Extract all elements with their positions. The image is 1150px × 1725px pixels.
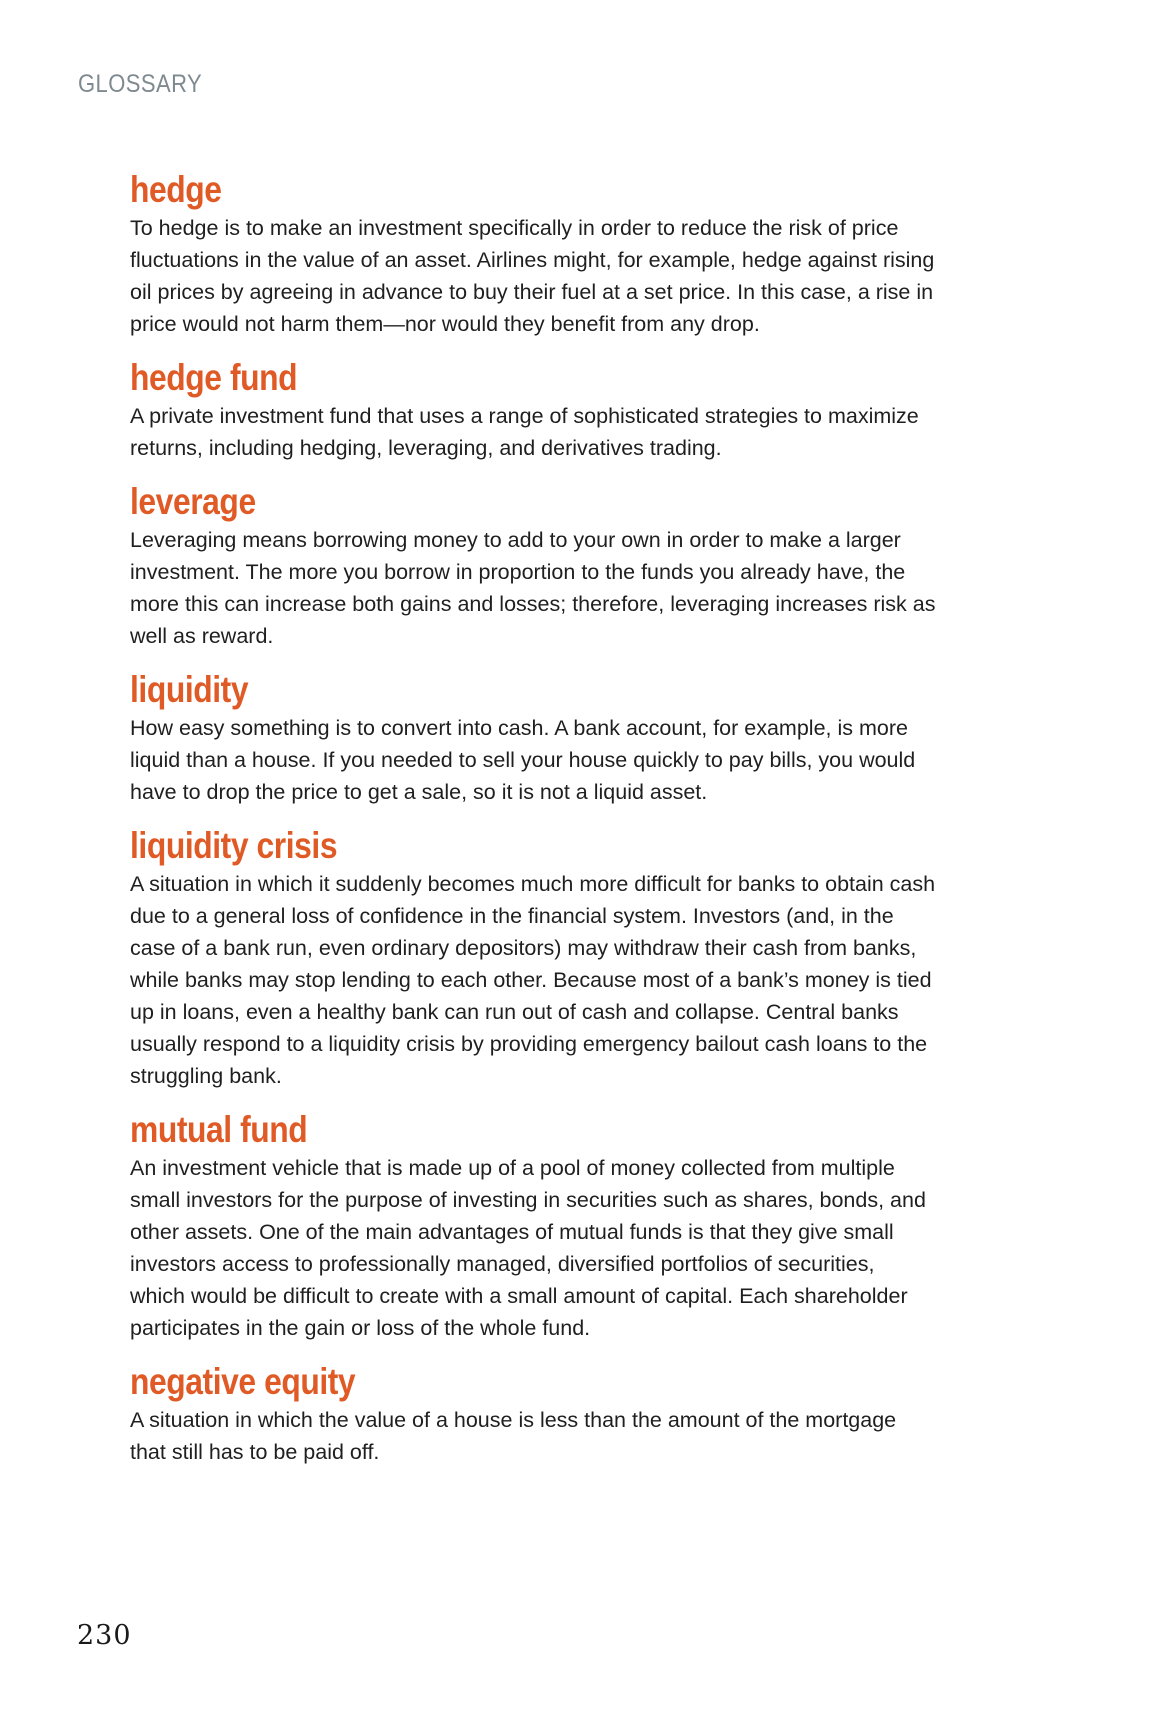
glossary-entry-hedge bbox=[130, 168, 980, 340]
page-number: 230 bbox=[77, 1620, 132, 1651]
glossary-definition: How easy something is to convert into cash. A bank account, for example, is more liquid than a house. If you needed to sell your house quickly to pay bills, you would have to drop the price to get a sale, so it is not a liquid asset. bbox=[130, 716, 916, 804]
glossary-definition: A situation in which the value of a house is less than the amount of the mortgage that still has to be paid off. bbox=[130, 1408, 897, 1464]
glossary-term: hedge bbox=[130, 169, 222, 210]
glossary-entry-mutual-fund bbox=[130, 1108, 980, 1344]
glossary-definition: A situation in which it suddenly becomes much more difficult for banks to obtain cash due to a general loss of confidence in the financial system. Investors (and, in the case of a bank run, even ordinary depositors) may withdraw their cash from banks, while banks may stop lending to each other. Because most of a bank’s money is tied up in loans, even a healthy bank can run out of cash and collapse. Central banks usually respond to a liquidity crisis by providing emergency bailout cash loans to the struggling bank. bbox=[130, 872, 936, 1088]
glossary-entry-hedge-fund bbox=[130, 356, 980, 464]
glossary-term: leverage bbox=[130, 481, 256, 522]
glossary-list bbox=[130, 168, 980, 1484]
glossary-entry-liquidity bbox=[130, 668, 980, 808]
glossary-entry-liquidity-crisis bbox=[130, 824, 980, 1092]
glossary-term: liquidity crisis bbox=[130, 825, 338, 866]
glossary-entry-negative-equity bbox=[130, 1360, 980, 1468]
glossary-term: hedge fund bbox=[130, 357, 298, 398]
glossary-term: liquidity bbox=[130, 669, 249, 710]
glossary-definition: A private investment fund that uses a range of sophisticated strategies to maximize returns, including hedging, leveraging, and derivatives trading. bbox=[130, 404, 919, 460]
glossary-term: mutual fund bbox=[130, 1109, 308, 1150]
glossary-term: negative equity bbox=[130, 1361, 356, 1402]
glossary-definition: To hedge is to make an investment specifically in order to reduce the risk of price fluctuations in the value of an asset. Airlines might, for example, hedge against rising oil prices by agreeing in advance to buy their fuel at a set price. In this case, a rise in price would not harm them—nor would they benefit from any drop. bbox=[130, 216, 935, 336]
glossary-entry-leverage bbox=[130, 480, 980, 652]
glossary-definition: Leveraging means borrowing money to add to your own in order to make a larger investment. The more you borrow in proportion to the funds you already have, the more this can increase both gains and losses; therefore, leveraging increases risk as well as reward. bbox=[130, 528, 936, 648]
running-header: GLOSSARY bbox=[78, 70, 203, 98]
glossary-definition: An investment vehicle that is made up of a pool of money collected from multiple small investors for the purpose of investing in securities such as shares, bonds, and other assets. One of the main advantages of mutual funds is that they give small investors access to professionally managed, diversified portfolios of securities, which would be difficult to create with a small amount of capital. Each shareholder participates in the gain or loss of the whole fund. bbox=[130, 1156, 926, 1340]
